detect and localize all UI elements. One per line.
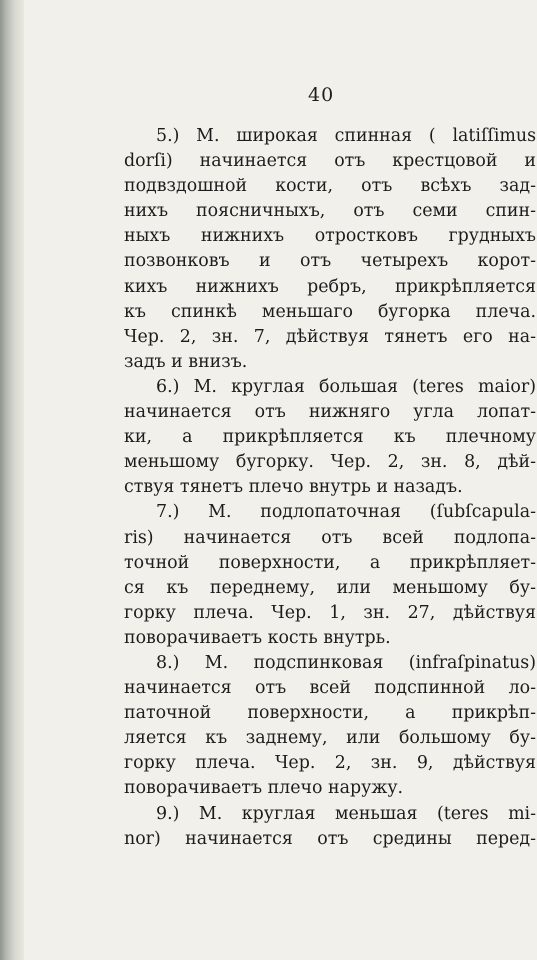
text-line: паточной поверхности, а прикрѣп- <box>124 703 536 724</box>
text-line: поворачиваетъ кость внутрь. <box>124 627 391 648</box>
text-line: ныхъ нижнихъ отростковъ грудныхъ <box>124 226 536 247</box>
text-line: ствуя тянетъ плечо внутрь и назадъ. <box>124 477 463 498</box>
text-line: поворачиваетъ плечо наружу. <box>124 778 404 799</box>
text-line: горку плеча. Чер. 2, зн. 9, дѣйствуя <box>124 753 536 774</box>
text-line: 5.) М. широкая спинная ( latiſſimus <box>156 126 536 146</box>
text-line: ки, а прикрѣпляется къ плечному <box>124 427 536 448</box>
text-line: нихъ поясничныхъ, отъ семи спин- <box>124 201 536 222</box>
text-line: 8.) М. подспинковая (infraſpinatus) <box>156 652 536 673</box>
text-line: 6.) М. круглая большая (teres maior) <box>156 376 536 397</box>
text-line: начинается отъ всей подспинной ло- <box>124 678 536 699</box>
text-line: начинается отъ нижняго угла лопат- <box>124 402 536 423</box>
page-number: 40 <box>308 84 335 106</box>
text-line: nor) начинается отъ средины перед- <box>124 828 536 849</box>
text-line: ся къ переднему, или меньшому бу- <box>124 577 536 598</box>
book-page <box>24 0 537 960</box>
text-line: 7.) М. подлопаточная (ſubſcapula- <box>156 502 536 523</box>
text-line: Чер. 2, зн. 7, дѣйствуя тянетъ его на- <box>124 326 536 347</box>
text-line: ris) начинается отъ всей подлопа- <box>124 527 536 548</box>
text-line: ляется къ заднему, или большому бу- <box>124 728 536 749</box>
page-left-edge-shadow <box>0 0 24 960</box>
text-line: dorſi) начинается отъ крестцовой и <box>124 151 536 172</box>
text-line: точной поверхности, а прикрѣпляет- <box>124 552 536 573</box>
text-line: меньшому бугорку. Чер. 2, зн. 8, дѣй- <box>124 452 536 473</box>
body-text <box>124 124 536 852</box>
text-line: задъ и внизъ. <box>124 351 248 372</box>
text-line: къ спинкѣ меньшаго бугорка плеча. <box>124 301 536 322</box>
text-line: 9.) М. круглая меньшая (teres mi- <box>156 803 536 824</box>
text-line: горку плеча. Чер. 1, зн. 27, дѣйствуя <box>124 602 536 623</box>
text-line: позвонковъ и отъ четырехъ корот- <box>124 251 536 272</box>
text-line: кихъ нижнихъ ребръ, прикрѣпляется <box>124 276 536 297</box>
text-line: подвздошной кости, отъ всѣхъ зад- <box>124 176 536 197</box>
